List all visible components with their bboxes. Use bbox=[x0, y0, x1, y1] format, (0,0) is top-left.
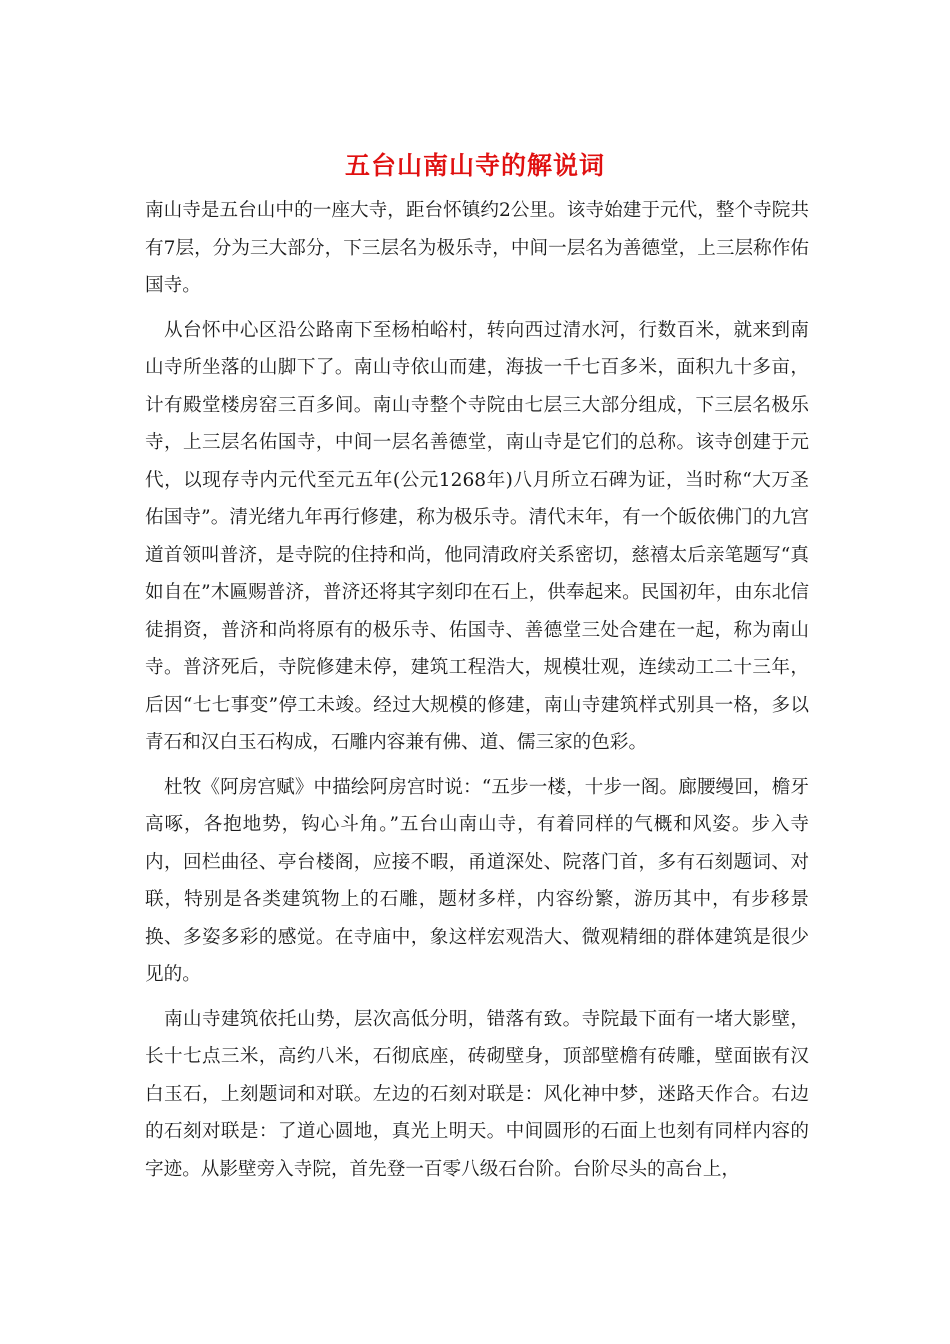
paragraph-1: 南山寺是五台山中的一座大寺，距台怀镇约2公里。该寺始建于元代，整个寺院共有7层，分为三大部分，下三层名为极乐寺，中间一层名为善德堂，上三层称作佑国寺。 bbox=[145, 200, 809, 296]
paragraph-3: 杜牧《阿房宫赋》中描绘阿房宫时说：“五步一楼，十步一阁。廊腰缦回，檐牙高啄，各抱地势，钩心斗角。”五台山南山寺，有着同样的气概和风姿。步入寺内，回栏曲径、亭台楼阁，应接不暇，甬道深处、院落门首，多有石刻题词、对联，特别是各类建筑物上的石雕，题材多样，内容纷繁，游历其中，有步移景换、多姿多彩的感觉。在寺庙中，象这样宏观浩大、微观精细的群体建筑是很少见的。 bbox=[145, 776, 809, 985]
document-body bbox=[145, 192, 809, 1195]
paragraph-2: 从台怀中心区沿公路南下至杨柏峪村，转向西过清水河，行数百米，就来到南山寺所坐落的山脚下了。南山寺依山而建，海拔一千七百多米，面积九十多亩，计有殿堂楼房窑三百多间。南山寺整个寺院由七层三大部分组成，下三层名极乐寺，上三层名佑国寺，中间一层名善德堂，南山寺是它们的总称。该寺创建于元代，以现存寺内元代至元五年(公元1268年)八月所立石碑为证，当时称“大万圣佑国寺”。清光绪九年再行修建，称为极乐寺。清代末年，有一个皈依佛门的九宫道首领叫普济，是寺院的住持和尚，他同清政府关系密切，慈禧太后亲笔题写“真如自在”木匾赐普济，普济还将其字刻印在石上，供奉起来。民国初年，由东北信徒捐资，普济和尚将原有的极乐寺、佑国寺、善德堂三处合建在一起，称为南山寺。普济死后，寺院修建未停，建筑工程浩大，规模壮观，连续动工二十三年，后因“七七事变”停工未竣。经过大规模的修建，南山寺建筑样式别具一格，多以青石和汉白玉石构成，石雕内容兼有佛、道、儒三家的色彩。 bbox=[145, 319, 809, 753]
paragraph-4: 南山寺建筑依托山势，层次高低分明，错落有致。寺院最下面有一堵大影壁，长十七点三米，高约八米，石彻底座，砖砌壁身，顶部壁檐有砖雕，壁面嵌有汉白玉石，上刻题词和对联。左边的石刻对联是：风化神中梦，迷路天作合。右边的石刻对联是：了道心圆地，真光上明天。中间圆形的石面上也刻有同样内容的字迹。从影壁旁入寺院，首先登一百零八级石台阶。台阶尽头的高台上， bbox=[145, 1008, 809, 1180]
document-title: 五台山南山寺的解说词 bbox=[344, 151, 605, 180]
